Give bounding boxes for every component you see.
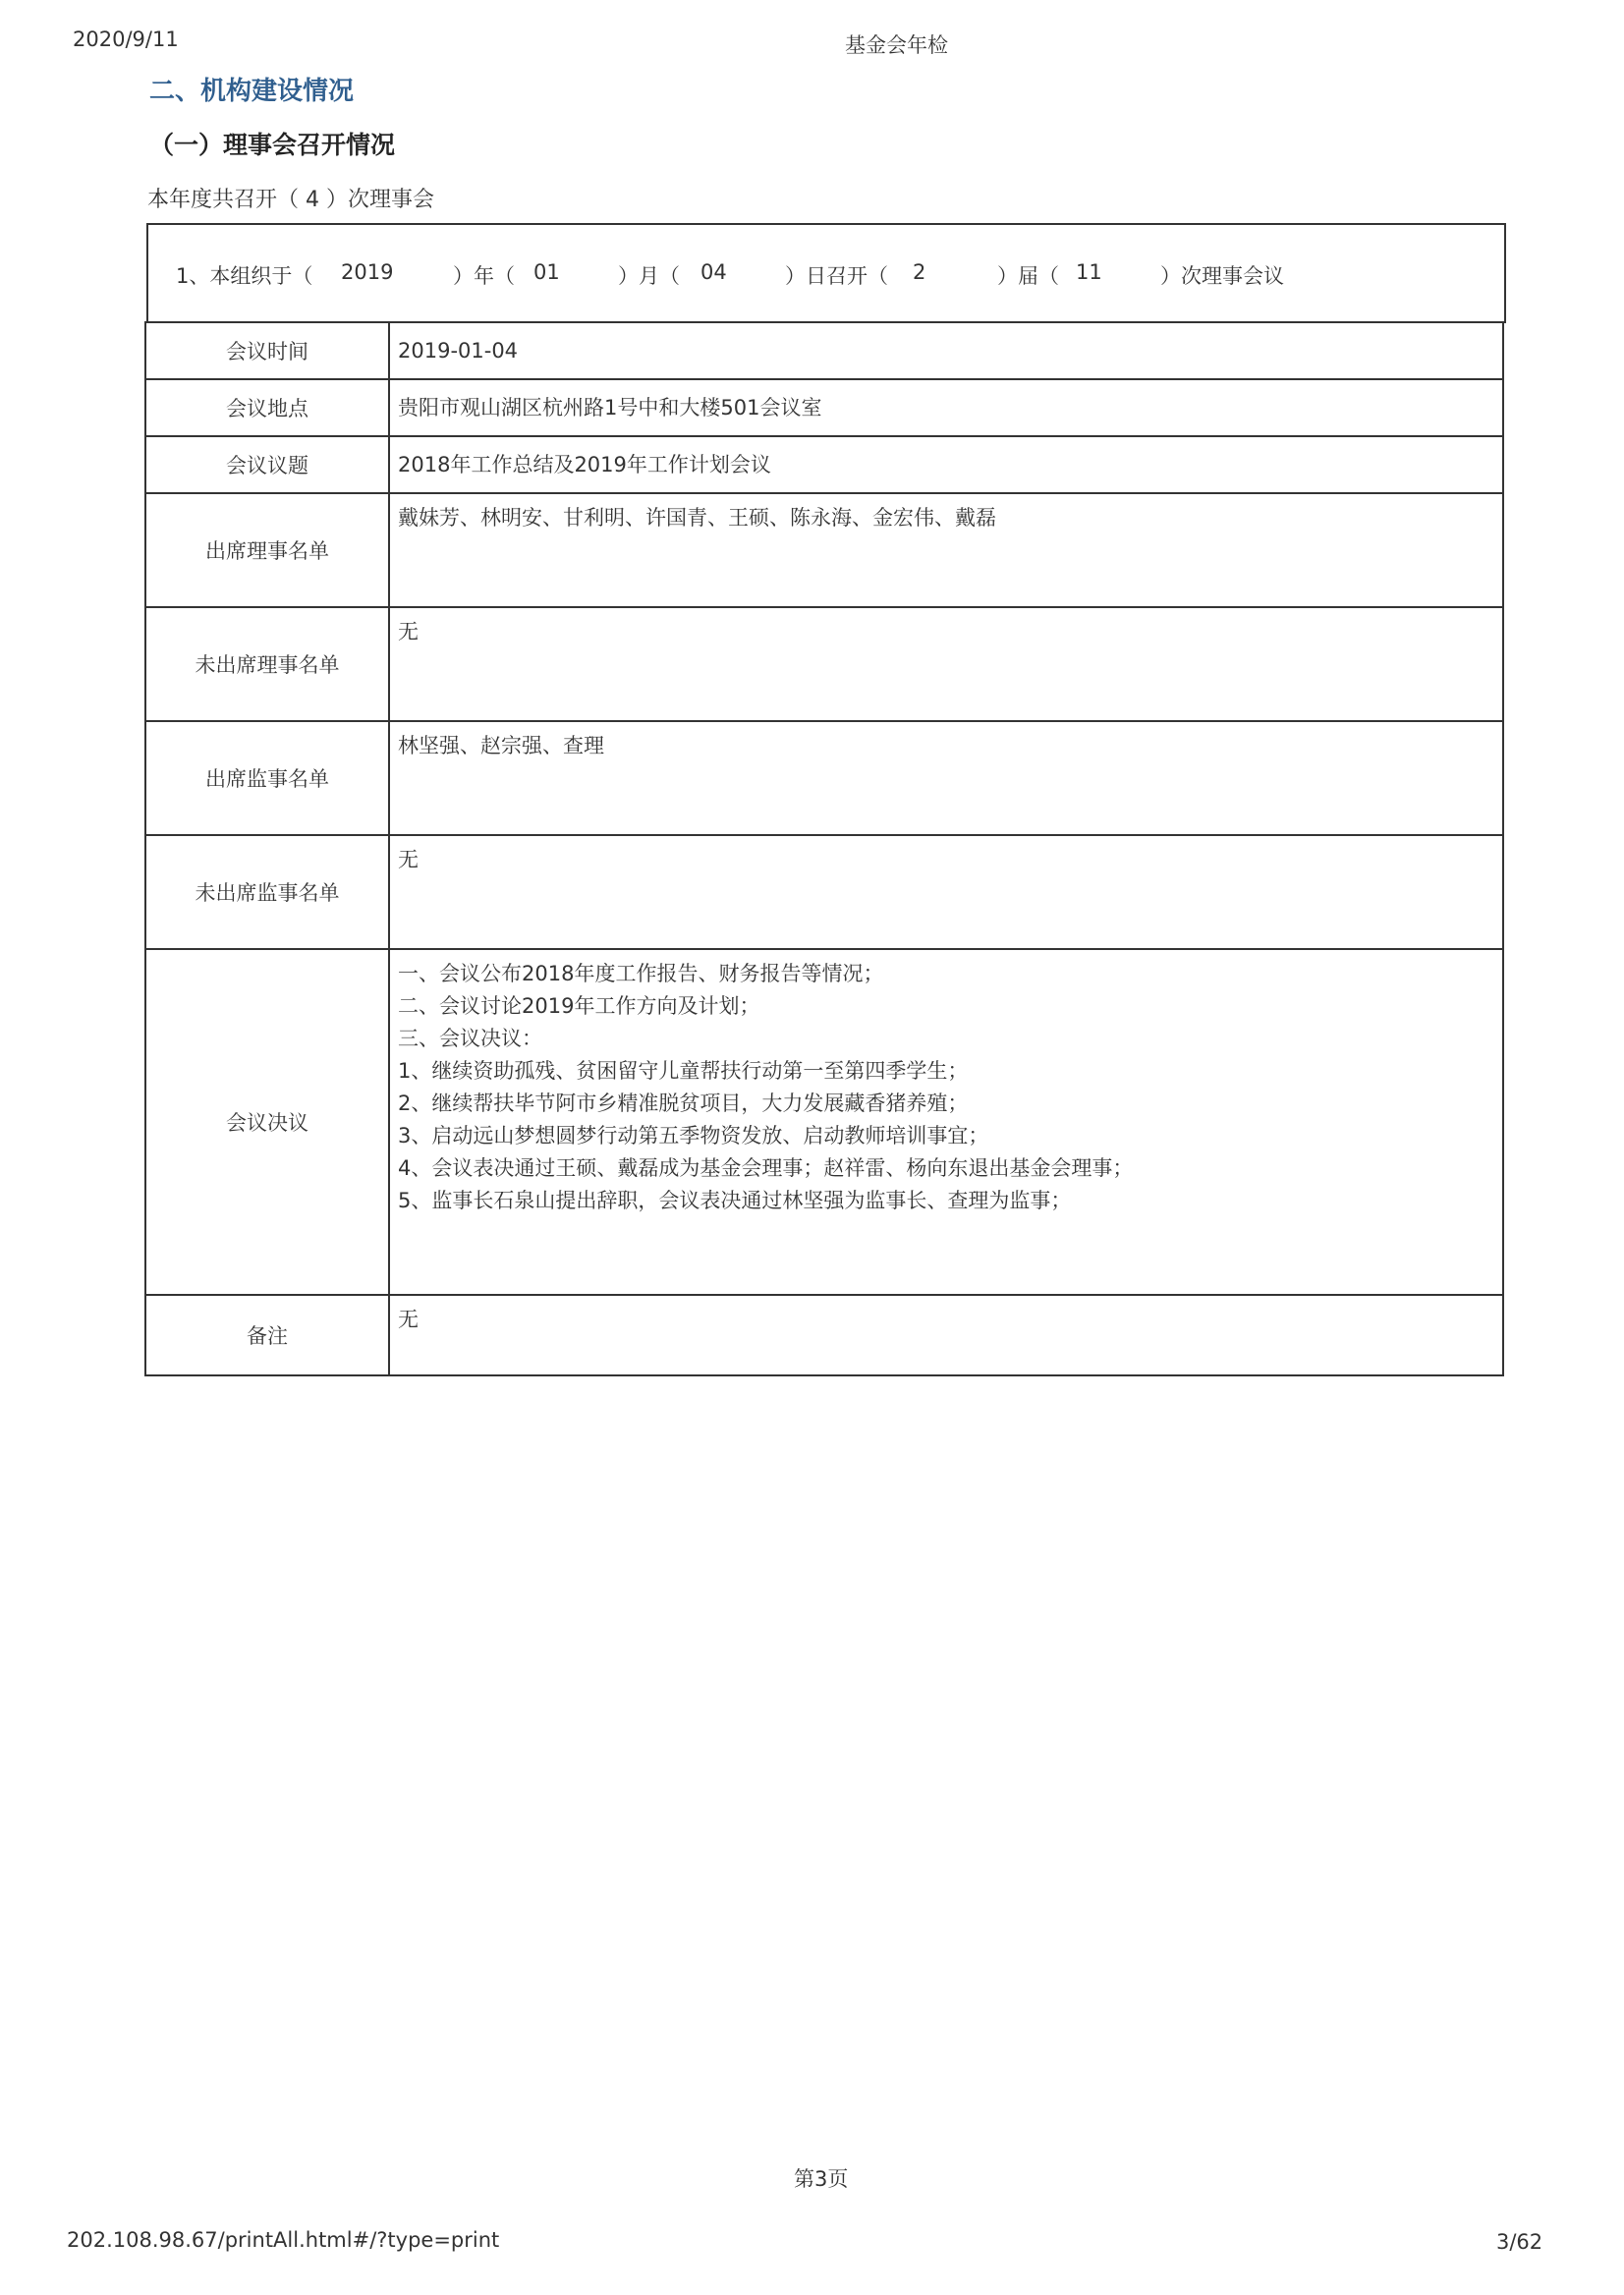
meeting-place-value: 贵阳市观山湖区杭州路1号中和大楼501会议室 <box>389 379 1503 436</box>
meeting-year: 2019 <box>341 260 394 284</box>
resolution-line: 3、启动远山梦想圆梦行动第五季物资发放、启动教师培训事宜； <box>398 1124 989 1148</box>
meeting-info-box <box>146 223 1506 323</box>
footer-url: 202.108.98.67/printAll.html#/?type=print <box>67 2228 500 2252</box>
attending-supervisors-value: 林坚强、赵宗强、查理 <box>389 721 1503 835</box>
absent-directors-label: 未出席理事名单 <box>145 607 389 721</box>
table-row <box>145 493 1503 607</box>
meeting-number-suffix: ）次理事会议 <box>1160 264 1284 288</box>
meeting-time-value: 2019-01-04 <box>389 322 1503 379</box>
section-title: 二、机构建设情况 <box>149 77 355 106</box>
resolution-line: 5、监事长石泉山提出辞职，会议表决通过林坚强为监事长、查理为监事； <box>398 1189 1072 1212</box>
table-row <box>145 721 1503 835</box>
absent-supervisors-label: 未出席监事名单 <box>145 835 389 949</box>
attending-directors-value: 戴妹芳、林明安、甘利明、许国青、王硕、陈永海、金宏伟、戴磊 <box>389 493 1503 607</box>
table-row <box>145 607 1503 721</box>
meeting-day: 04 <box>700 260 727 284</box>
table-row <box>145 379 1503 436</box>
attending-supervisors-label: 出席监事名单 <box>145 721 389 835</box>
meeting-place-label: 会议地点 <box>145 379 389 436</box>
table-row <box>145 322 1503 379</box>
table-row <box>145 835 1503 949</box>
resolution-line: 1、继续资助孤残、贫困留守儿童帮扶行动第一至第四季学生； <box>398 1059 969 1083</box>
table-row <box>145 436 1503 493</box>
absent-supervisors-value: 无 <box>389 835 1503 949</box>
section-subtitle: （一）理事会召开情况 <box>149 131 396 159</box>
footer-page-count: 3/62 <box>1496 2230 1543 2254</box>
page-number-label: 第3页 <box>794 2167 849 2191</box>
table-row <box>145 949 1503 1295</box>
meeting-session-suffix: ）届（ <box>997 264 1059 288</box>
meeting-time-label: 会议时间 <box>145 322 389 379</box>
remark-label: 备注 <box>145 1295 389 1375</box>
meeting-count-text: 本年度共召开（ 4 ）次理事会 <box>147 188 434 212</box>
page-header-title: 基金会年检 <box>845 33 948 57</box>
absent-directors-value: 无 <box>389 607 1503 721</box>
resolution-label: 会议决议 <box>145 949 389 1295</box>
resolution-line: 一、会议公布2018年度工作报告、财务报告等情况； <box>398 962 884 985</box>
resolution-line: 三、会议决议： <box>398 1027 542 1050</box>
meeting-month-suffix: ）月（ <box>618 264 680 288</box>
remark-value: 无 <box>389 1295 1503 1375</box>
meeting-prefix: 1、本组织于（ <box>176 264 313 288</box>
meeting-info-line <box>148 260 1504 290</box>
meeting-number: 11 <box>1076 260 1102 284</box>
meeting-year-suffix: ）年（ <box>453 264 515 288</box>
resolution-line: 2、继续帮扶毕节阿市乡精准脱贫项目，大力发展藏香猪养殖； <box>398 1092 969 1115</box>
resolution-line: 二、会议讨论2019年工作方向及计划； <box>398 994 760 1018</box>
meeting-topic-label: 会议议题 <box>145 436 389 493</box>
print-date: 2020/9/11 <box>73 28 179 51</box>
meeting-topic-value: 2018年工作总结及2019年工作计划会议 <box>389 436 1503 493</box>
meeting-day-suffix: ）日召开（ <box>785 264 888 288</box>
resolution-value <box>389 949 1503 1295</box>
meeting-details-table <box>144 321 1504 1376</box>
meeting-session: 2 <box>913 260 926 284</box>
meeting-month: 01 <box>533 260 560 284</box>
table-row <box>145 1295 1503 1375</box>
resolution-line: 4、会议表决通过王硕、戴磊成为基金会理事；赵祥雷、杨向东退出基金会理事； <box>398 1156 1134 1180</box>
attending-directors-label: 出席理事名单 <box>145 493 389 607</box>
